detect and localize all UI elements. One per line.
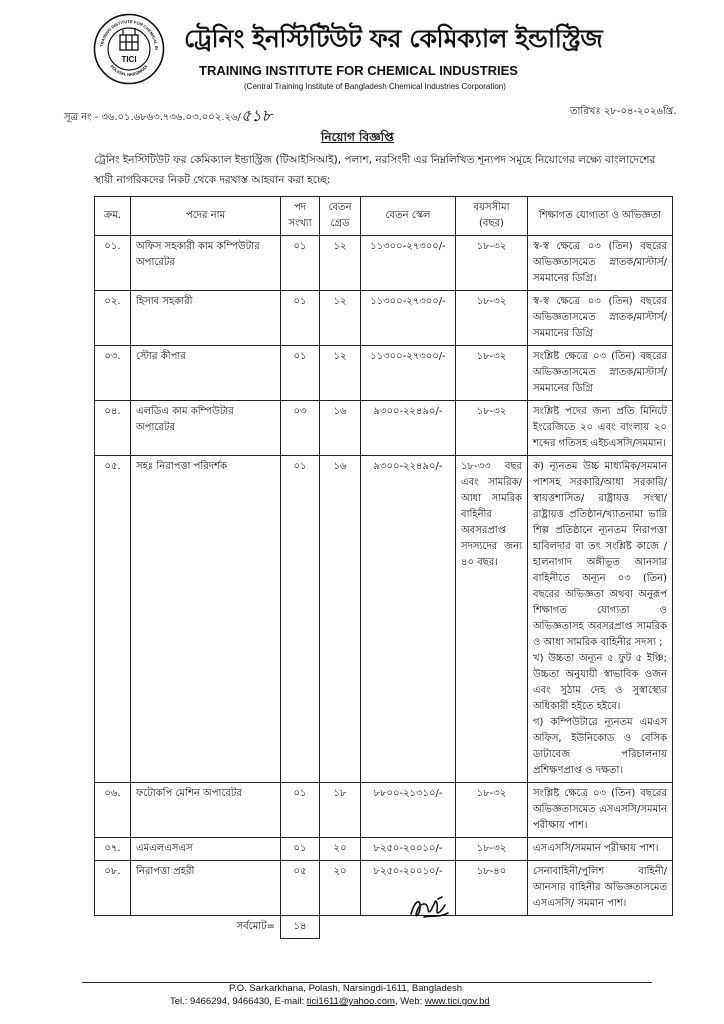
table-header-row xyxy=(95,197,673,236)
row-pay-scale: ১১৩০০-২৭৩০০/- xyxy=(361,236,456,291)
row-serial: ০৪. xyxy=(95,401,131,456)
row-qualification xyxy=(528,861,673,916)
row-pay-grade: ১৬ xyxy=(320,456,361,783)
qualification-line: গ) কম্পিউটারে ন্যূনতম এমএস অফিস, ইউনিকোড ও বেসিক ডাটাবেজ পরিচালনায় প্রশিক্ষণপ্রাপ্ত ও দক্ষতা। xyxy=(533,717,667,776)
row-qualification xyxy=(528,291,673,346)
row-qualification xyxy=(528,401,673,456)
footer-contacts xyxy=(170,996,490,1007)
header-post-name: পদের নাম xyxy=(131,197,281,236)
row-pay-scale: ৯৩০০-২২৪৯০/- xyxy=(361,401,456,456)
footer-email-link[interactable]: tici1611@yahoo.com xyxy=(306,996,395,1007)
qualification-line: স্ব-স্ব ক্ষেত্রে ০৩ (তিন) বছরের অভিজ্ঞতাসমেত স্নাতক/মাস্টার্স/সমমানের ডিগ্রি। xyxy=(533,241,667,284)
table-row xyxy=(95,401,673,456)
row-pay-grade: ২০ xyxy=(320,861,361,916)
row-serial: ০৮. xyxy=(95,861,131,916)
footer-phone: Tel.: 9466294, 9466430, E-mail: xyxy=(170,996,307,1007)
row-post-name: সহঃ নিরাপত্তা পরিদর্শক xyxy=(131,456,281,783)
row-serial: ০২. xyxy=(95,291,131,346)
header-pay-scale: বেতন স্কেল xyxy=(361,197,456,236)
row-age-limit: ১৮-৪০ xyxy=(456,861,528,916)
memo-date: তারিখঃ ২৮-০৪-২০২৬খ্রি. xyxy=(570,106,677,117)
row-post-name: স্টোর কীপার xyxy=(131,346,281,401)
row-age-limit: ১৮-৩২ xyxy=(456,401,528,456)
row-qualification xyxy=(528,456,673,783)
row-post-count: ০১ xyxy=(281,783,320,838)
row-post-count: ০১ xyxy=(281,236,320,291)
row-pay-scale: ১১৩০০-২৭৩০০/- xyxy=(361,291,456,346)
footer-web-link[interactable]: www.tici.gov.bd xyxy=(424,996,490,1007)
qualification-line: এসএসসি/সমমান পরীক্ষায় পাশ। xyxy=(533,843,659,854)
row-pay-grade: ১২ xyxy=(320,291,361,346)
row-pay-scale: ৮৮০০-২১৩১০/- xyxy=(361,783,456,838)
total-label: সর্বমোট= xyxy=(95,916,281,939)
header-qualification: শিক্ষাগত যোগ্যতা ও অভিজ্ঞতা xyxy=(528,197,673,236)
row-post-name: এমএলএসএস xyxy=(131,838,281,861)
table-row xyxy=(95,838,673,861)
signature-icon xyxy=(405,892,455,926)
table-row xyxy=(95,291,673,346)
row-post-count: ০১ xyxy=(281,346,320,401)
row-serial: ০১. xyxy=(95,236,131,291)
qualification-line: সেনাবাহিনী/পুলিশ বাহিনী/ আনসার বাহিনীর অভিজ্ঞতাসমেত এসএসসি/ সমমান পাশ। xyxy=(533,866,667,909)
memo-reference-label: সূত্র নং - ৩৬.০১.৬৮৬৩.৭৩৬.০৩.০০২.২৬/ xyxy=(64,112,241,123)
logo-center-text: TICI xyxy=(121,55,137,64)
row-post-count: ০৫ xyxy=(281,861,320,916)
total-row xyxy=(95,916,673,939)
row-pay-grade: ২০ xyxy=(320,838,361,861)
row-post-name: ফটোকপি মেশিন অপারেটর xyxy=(131,783,281,838)
row-pay-grade: ১৬ xyxy=(320,401,361,456)
row-age-limit: ১৮-৩৩ বছর এবং সামরিক/আধা সামরিক বাহিনীর অবসরপ্রাপ্ত সদস্যদের জন্য ৪০ বছর। xyxy=(456,456,528,783)
header-pay-grade: বেতন গ্রেড xyxy=(320,197,361,236)
table-row xyxy=(95,783,673,838)
vacancy-table xyxy=(94,196,673,939)
table-row xyxy=(95,861,673,916)
table-row xyxy=(95,346,673,401)
header-post-count: পদ সংখ্যা xyxy=(281,197,320,236)
logo-ring-text-bottom: POLASH, NARSINGDI xyxy=(109,63,149,78)
row-pay-scale: ৮২৫০-২০০১০/- xyxy=(361,838,456,861)
table-row xyxy=(95,456,673,783)
row-post-count: ০১ xyxy=(281,456,320,783)
logo-ring-text-top: TRAINING INSTITUTE FOR CHEMICAL IN xyxy=(99,18,160,50)
row-serial: ০৫. xyxy=(95,456,131,783)
row-pay-grade: ১২ xyxy=(320,346,361,401)
row-post-count: ০১ xyxy=(281,291,320,346)
notice-title: নিয়োগ বিজ্ঞপ্তি xyxy=(321,130,394,144)
footer-web-prefix: , Web: xyxy=(394,996,425,1007)
row-serial: ০৩. xyxy=(95,346,131,401)
tici-seal-logo xyxy=(93,13,165,85)
institute-subtitle: (Central Training Institute of Bangladesh Chemical Industries Corporation) xyxy=(244,82,506,91)
row-pay-grade: ১২ xyxy=(320,236,361,291)
row-qualification xyxy=(528,783,673,838)
memo-reference-number: ৫১৮ xyxy=(240,106,272,125)
row-pay-grade: ১৮ xyxy=(320,783,361,838)
row-post-name: অফিস সহকারী কাম কম্পিউটার অপারেটর xyxy=(131,236,281,291)
header-serial: ক্রম. xyxy=(95,197,131,236)
row-serial: ০৭. xyxy=(95,838,131,861)
row-post-name: হিসাব সহকারী xyxy=(131,291,281,346)
row-age-limit: ১৮-৩২ xyxy=(456,236,528,291)
qualification-line: স্ব-স্ব ক্ষেত্রে ০৩ (তিন) বছরের অভিজ্ঞতাসমেত স্নাতক/মাস্টার্স/সমমানের ডিগ্রি xyxy=(533,296,667,339)
notice-intro: ট্রেনিং ইনস্টিটিউট ফর কেমিক্যাল ইন্ডাস্ট্রিজ (টিআইসিআই), পলাশ, নরসিংদী এর নিম্নলিখিত শূন্যপদ সমূহে নিয়োগের লক্ষ্যে বাংলাদেশের স্থায়ী নাগরিকদের নিকট থেকে দরখাস্ত আহবান করা হচ্ছে: xyxy=(94,154,656,186)
row-qualification xyxy=(528,236,673,291)
row-serial: ০৬. xyxy=(95,783,131,838)
header-age-limit: বয়সসীমা (বছর) xyxy=(456,197,528,236)
row-post-name: নিরাপত্তা প্রহরী xyxy=(131,861,281,916)
qualification-line: সংশ্লিষ্ট ক্ষেত্রে ০৩ (তিন) বছরের অভিজ্ঞতাসমেত এসএসসি/সমমান পরীক্ষায় পাশ। xyxy=(533,788,667,831)
qualification-line: সংশ্লিষ্ট পদের জন্য প্রতি মিনিটে ইংরেজিতে ২০ এবং বাংলায় ২০ শব্দের গতিসহ এইচএসসি/সমমান। xyxy=(533,406,667,449)
qualification-line: সংশ্লিষ্ট ক্ষেত্রে ০৩ (তিন) বছরের অভিজ্ঞতাসমেত স্নাতক/মাস্টার্স/ সমমানের ডিগ্রি xyxy=(533,351,667,394)
total-value: ১৪ xyxy=(281,916,320,939)
institute-title-bangla: ট্রেনিং ইনস্টিটিউট ফর কেমিক্যাল ইন্ডাস্ট্রিজ xyxy=(184,24,603,53)
row-qualification xyxy=(528,838,673,861)
row-age-limit: ১৮-৩২ xyxy=(456,291,528,346)
row-age-limit: ১৮-৩২ xyxy=(456,838,528,861)
row-qualification xyxy=(528,346,673,401)
row-age-limit: ১৮-৩২ xyxy=(456,783,528,838)
row-post-count: ০১ xyxy=(281,838,320,861)
row-post-count: ০৩ xyxy=(281,401,320,456)
qualification-line: খ) উচ্চতা অন্যূন ৫ ফুট ৫ ইঞ্চি; উচ্চতা অনুযায়ী স্বাভাবিক ওজন এবং সুঠাম দেহ ও সুস্বাস্থ্যের অধিকারী হইতে হইবে। xyxy=(533,653,667,712)
institute-title-english: TRAINING INSTITUTE FOR CHEMICAL INDUSTRIES xyxy=(199,63,518,78)
footer-address: P.O. Sarkarkhana, Polash, Narsingdi-1611, Bangladesh xyxy=(229,983,463,994)
row-pay-scale: ৯৩০০-২২৪৯০/- xyxy=(361,456,456,783)
row-pay-scale: ৮২৫০-২০০১০/- xyxy=(361,861,456,916)
row-pay-scale: ১১৩০০-২৭৩০০/- xyxy=(361,346,456,401)
table-row xyxy=(95,236,673,291)
row-post-name: এলডিএ কাম কম্পিউটার অপারেটর xyxy=(131,401,281,456)
memo-reference xyxy=(64,102,272,129)
qualification-line: ক) ন্যূনতম উচ্চ মাধ্যমিক/সমমান পাশসহ সরকারি/আধা সরকারি/ স্বায়ত্তশাসিত/ রাষ্ট্রায়ত্ত সংস্থা/রাষ্ট্রায়ত্ত প্রতিষ্ঠান/খ্যাতনামা ভারি শিল্প প্রতিষ্ঠানে ন্যূনতম নিরাপত্তা হাবিলদার বা তৎ সংশ্লিষ্ট কাজে / হালনাগাদ অঙ্গীভূত আনসার বাহিনীতে অন্যূন ০৩ (তিন) বছরের অভিজ্ঞতা অথবা অনুরূপ শিক্ষাগত যোগ্যতা ও অভিজ্ঞতাসহ অবসরপ্রাপ্ত সামরিক ও আধা সামরিক বাহিনীর সদস্য ; xyxy=(533,461,667,648)
row-age-limit: ১৮-৩২ xyxy=(456,346,528,401)
